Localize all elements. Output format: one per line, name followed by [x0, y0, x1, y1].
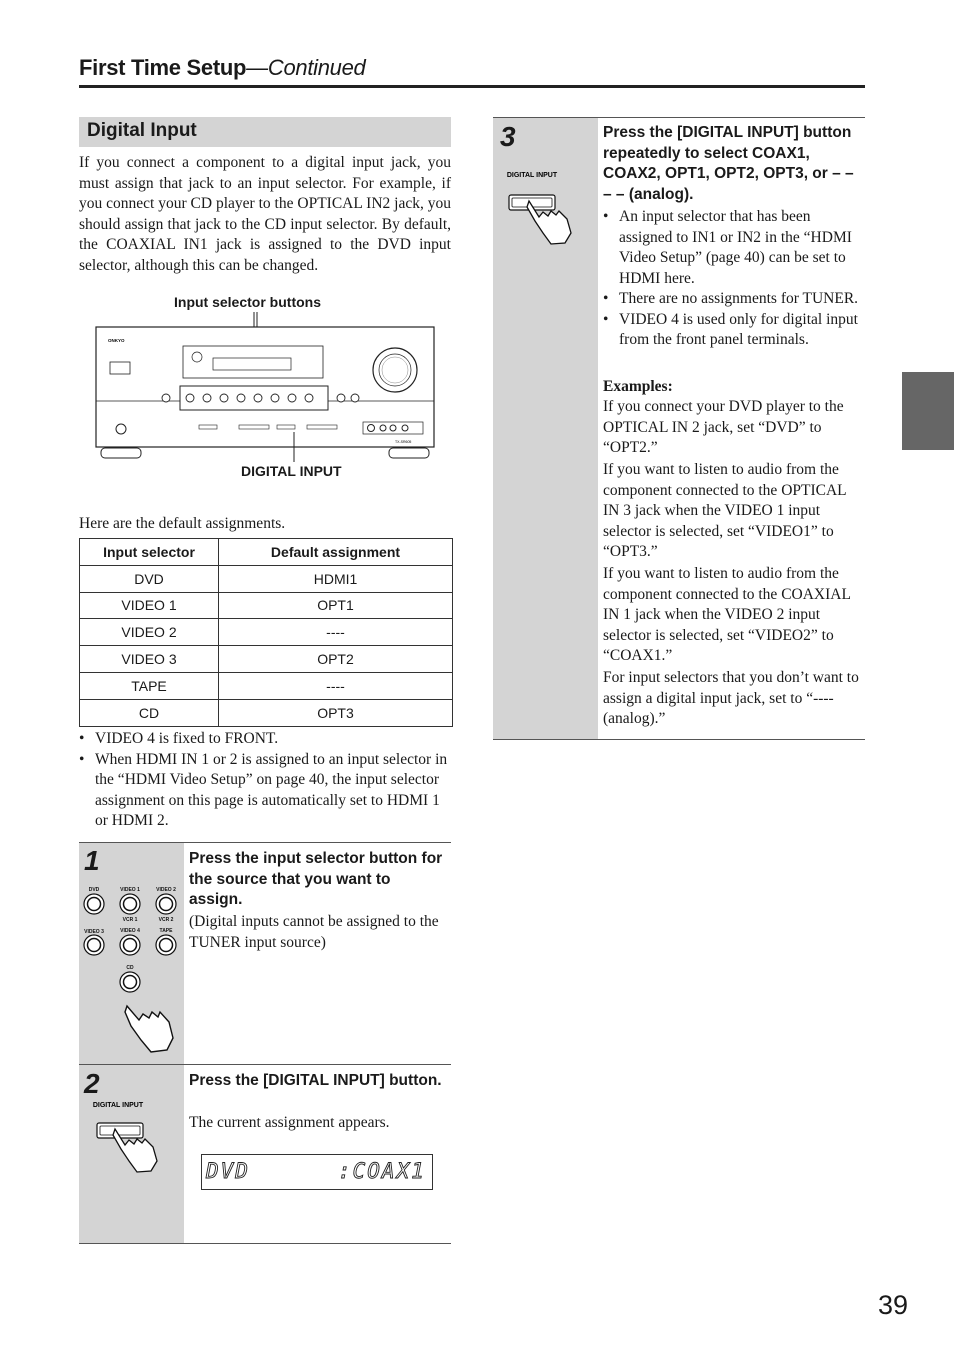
list-item: If you want to listen to audio from the component connected to the COAXIAL IN 1 jack when the VIDEO 2 input selector is selected, set “VIDEO2” to “COAX1.” [603, 565, 851, 664]
table-row [80, 592, 453, 619]
table-header-cell: Input selector [80, 539, 219, 566]
section-title: Digital Input [87, 120, 197, 141]
table-row [80, 672, 453, 699]
step1-number: 1 [84, 845, 100, 876]
notes-list [79, 729, 451, 832]
table-header-cell: Default assignment [219, 539, 453, 566]
list-item: If you connect your DVD player to the OPTICAL IN 2 jack, set “DVD” to “OPT2.” [603, 398, 844, 456]
table-cell: CD [80, 699, 219, 726]
step2-heading: Press the [DIGITAL INPUT] button. [189, 1072, 442, 1089]
examples-label: Examples: [603, 378, 673, 395]
table-cell: OPT1 [219, 592, 453, 619]
header-continued-text: —Continued [246, 55, 366, 80]
step2-digital-input-button-illustration [79, 1095, 184, 1175]
button-label-vcr1: VCR 1 [122, 917, 138, 923]
diagram-label-digital-input: DIGITAL INPUT [241, 463, 342, 479]
receiver-brand-logo: ONKYO [108, 338, 125, 343]
step1-selector-buttons-illustration [79, 880, 184, 1055]
step1-heading: Press the input selector button for the source that you want to assign. [189, 850, 443, 908]
step2-bottom-rule [79, 1243, 451, 1244]
page-header-title [79, 55, 365, 81]
list-item: • There are no assignments for TUNER. [603, 289, 861, 310]
table-cell: TAPE [80, 672, 219, 699]
table-cell: VIDEO 1 [80, 592, 219, 619]
display-source-text: DVD [206, 1159, 250, 1183]
button-label-vcr2: VCR 2 [158, 917, 174, 923]
table-cell: DVD [80, 565, 219, 592]
list-item: • VIDEO 4 is fixed to FRONT. [79, 729, 451, 750]
section-side-tab [902, 372, 954, 450]
button-label-video3: VIDEO 3 [84, 929, 104, 935]
table-cell: HDMI1 [219, 565, 453, 592]
table-row [80, 619, 453, 646]
step2-number: 2 [84, 1068, 100, 1099]
step1-body: (Digital inputs cannot be assigned to the TUNER input source) [189, 913, 439, 951]
page-number: 39 [878, 1290, 909, 1320]
display-assignment-text: :COAX1 [338, 1159, 426, 1183]
table-cell: ---- [219, 672, 453, 699]
table-row [80, 699, 453, 726]
receiver-front-panel-diagram [79, 312, 451, 472]
step3-bullets [603, 207, 861, 351]
header-rule [79, 85, 865, 88]
list-item: • VIDEO 4 is used only for digital input from the front panel terminals. [603, 310, 861, 351]
step3-number: 3 [500, 121, 516, 152]
step3-bottom-rule [493, 739, 865, 740]
table-cell: OPT2 [219, 646, 453, 673]
defaults-intro-text: Here are the default assignments. [79, 515, 286, 532]
list-item: • When HDMI IN 1 or 2 is assigned to an input selector in the “HDMI Video Setup” on page 40, the input selector assignment on this page is automatically set to HDMI 1 or HDMI 2. [79, 750, 451, 832]
list-item: For input selectors that you don’t want to assign a digital input jack, set to “---- (analog).” [603, 669, 859, 727]
table-row [80, 565, 453, 592]
assignment-display [201, 1154, 433, 1190]
diagram-label-input-selector: Input selector buttons [174, 294, 321, 310]
table-header-row [80, 539, 453, 566]
button-label-video1: VIDEO 1 [120, 887, 140, 893]
step2-body: The current assignment appears. [189, 1114, 390, 1131]
button-label-cd: CD [126, 965, 134, 971]
table-cell: VIDEO 2 [80, 619, 219, 646]
header-title-text: First Time Setup [79, 55, 247, 80]
list-item: If you want to listen to audio from the component connected to the OPTICAL IN 3 jack when the VIDEO 1 input selector is selected, set “VIDEO1” to “OPT3.” [603, 461, 847, 560]
table-cell: ---- [219, 619, 453, 646]
digital-input-button-label: DIGITAL INPUT [506, 172, 558, 179]
table-row [80, 646, 453, 673]
examples-list [603, 397, 861, 730]
button-label-tape: TAPE [159, 928, 173, 934]
table-cell: OPT3 [219, 699, 453, 726]
section-heading [79, 117, 451, 147]
receiver-model-label: TX-SR605 [395, 440, 412, 444]
button-label-video4: VIDEO 4 [120, 928, 140, 934]
step3-heading: Press the [DIGITAL INPUT] button repeatedly to select COAX1, COAX2, OPT1, OPT2, OPT3, or – – – – (analog). [603, 124, 854, 203]
step3-digital-input-button-illustration [493, 165, 598, 250]
table-cell: VIDEO 3 [80, 646, 219, 673]
intro-paragraph: If you connect a component to a digital input jack, you must assign that jack to an input selector. For example, if you connect your CD player to the OPTICAL IN2 jack, you should assign that jack to the CD input selector. By default, the COAXIAL IN1 jack is assigned to the DVD input selector, although this can be changed. [79, 154, 451, 274]
default-assignments-table [79, 538, 453, 727]
pointing-hand-icon [125, 1006, 173, 1052]
list-item: • An input selector that has been assigned to IN1 or IN2 in the “HDMI Video Setup” (page 40) can be set to HDMI here. [603, 207, 861, 289]
button-label-dvd: DVD [88, 887, 100, 893]
digital-input-button-label: DIGITAL INPUT [92, 1102, 144, 1109]
button-label-video2: VIDEO 2 [156, 887, 176, 893]
